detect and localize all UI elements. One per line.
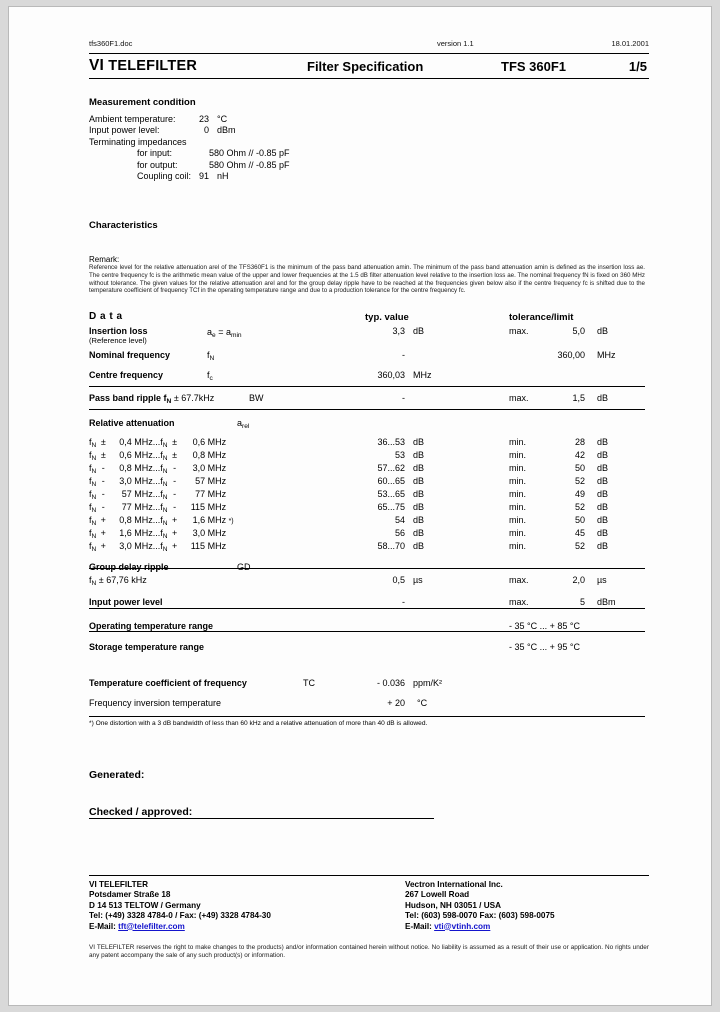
attenuation-typ-unit: dB: [413, 475, 425, 486]
row-typ-unit: dB: [413, 325, 425, 336]
footer-rule: [89, 875, 649, 876]
row-typ-unit: MHz: [413, 369, 432, 380]
attenuation-typ-unit: dB: [413, 501, 425, 512]
logo-name: TELEFILTER: [108, 58, 198, 74]
source-filename: tfs360F1.doc: [89, 39, 133, 48]
measurement-row: [89, 148, 649, 159]
row-tol-qualifier: max.: [509, 596, 529, 607]
measurement-row: [89, 160, 649, 171]
measurement-label: Input power level:: [89, 125, 160, 136]
row-typ-value: 360,03: [377, 369, 405, 380]
signature-line: [89, 818, 434, 819]
generated-label: Generated:: [89, 768, 145, 781]
attenuation-row: [89, 463, 649, 476]
measurement-unit: 580 Ohm // -0.85 pF: [209, 159, 290, 170]
measurement-unit: 580 Ohm // -0.85 pF: [209, 148, 290, 159]
row-tol-qualifier: max.: [509, 574, 529, 585]
attenuation-tol-qualifier: min.: [509, 462, 527, 473]
attenuation-tol-qualifier: min.: [509, 501, 527, 512]
measurement-row: [89, 137, 649, 148]
row-typ-value: -: [402, 392, 405, 403]
row-typ-value: + 20: [387, 697, 405, 708]
attenuation-typ: 56: [394, 527, 405, 538]
measurement-row: [89, 171, 649, 182]
attenuation-tol: 52: [574, 475, 585, 486]
attenuation-tol-unit: dB: [597, 514, 609, 525]
attenuation-row: [89, 476, 649, 489]
measurement-label: Terminating impedances: [89, 136, 187, 147]
footer-disclaimer: VI TELEFILTER reserves the right to make changes to the products) and/or information contained herein without notice. No liability is assumed as a result of their use or application. No rights under any patent accompany the sale of any such product(s) or information.: [89, 944, 649, 959]
measurement-label: for input:: [137, 148, 173, 159]
attenuation-tol: 49: [574, 488, 585, 499]
attenuation-tol-unit: dB: [597, 527, 609, 538]
attenuation-range: $f_N \pm 0,4$ $MHz...f_N \pm 0,6$ MHz: [89, 436, 227, 449]
attenuation-tol-unit: dB: [597, 540, 609, 551]
col-header-data: D a t a: [89, 310, 123, 322]
measurement-unit: nH: [217, 170, 229, 181]
row-nominal-frequency: [89, 348, 649, 368]
document-date: 18.01.2001: [611, 39, 649, 48]
row-tol-unit: MHz: [597, 349, 616, 360]
attenuation-range: $f_N - 77$ $MHz...f_N - 115$ MHz: [89, 501, 227, 514]
attenuation-tol: 45: [574, 527, 585, 538]
row-operating-temperature: [89, 618, 649, 639]
row-label: Operating temperature range: [89, 620, 214, 631]
attenuation-tol-qualifier: min.: [509, 540, 527, 551]
row-relative-attenuation-header: [89, 415, 649, 437]
row-label: Input power level: [89, 596, 163, 607]
attenuation-typ: 53: [394, 449, 405, 460]
measurement-label: Coupling coil:: [137, 170, 192, 181]
row-tol-value: 360,00: [557, 349, 585, 360]
footer-email-label: E-Mail:: [89, 921, 116, 931]
row-typ-value: - 0.036: [376, 677, 405, 688]
row-input-power-level: [89, 595, 649, 614]
row-tol-value: 5,0: [572, 325, 585, 336]
row-storage-temperature: [89, 639, 649, 661]
measurement-list: [89, 114, 649, 182]
row-label: Nominal frequency: [89, 349, 171, 360]
footer-street: 267 Lowell Road: [405, 890, 470, 900]
row-typ-unit: µs: [413, 574, 423, 585]
attenuation-row: [89, 515, 649, 528]
table-footnote: *) One distortion with a 3 dB bandwidth of less than 60 kHz and a relative attenuation of more than 40 dB is allowed.: [89, 719, 428, 727]
characteristics-heading: Characteristics: [89, 220, 158, 232]
row-label: Insertion loss: [89, 325, 148, 336]
attenuation-typ-unit: dB: [413, 462, 425, 473]
attenuation-tol: 50: [574, 514, 585, 525]
logo-vi-mark: VI: [89, 57, 105, 74]
footnote-divider: [89, 716, 645, 717]
attenuation-range: $f_N - 3,0$ $MHz...f_N - 57$ MHz: [89, 475, 227, 488]
row-label: Storage temperature range: [89, 641, 205, 652]
footer-city: D 14 513 TELTOW / Germany: [89, 900, 201, 910]
attenuation-row: [89, 450, 649, 463]
row-frequency-inversion-temperature: [89, 696, 649, 716]
row-tol-unit: dB: [597, 392, 609, 403]
attenuation-range: $f_N - 0,8$ $MHz...f_N - 3,0$ MHz: [89, 462, 227, 475]
row-tol-value: 2,0: [572, 574, 585, 585]
row-typ-value: 0,5: [392, 574, 405, 585]
row-tol-unit: dB: [597, 325, 609, 336]
measurement-row: [89, 114, 649, 125]
attenuation-tol-unit: dB: [597, 449, 609, 460]
measurement-value: 23: [198, 114, 209, 124]
attenuation-row: [89, 528, 649, 541]
attenuation-range: $f_N \pm 0,6$ $MHz...f_N \pm 0,8$ MHz: [89, 449, 227, 462]
row-label: Frequency inversion temperature: [89, 697, 222, 708]
footer-company: VI TELEFILTER: [89, 880, 148, 889]
attenuation-typ: 57...62: [377, 462, 405, 473]
document-version: version 1.1: [437, 39, 474, 48]
specification-table-lower: [89, 676, 649, 716]
row-typ-unit: ppm/K²: [413, 677, 443, 688]
attenuation-tol: 52: [574, 540, 585, 551]
attenuation-range: $f_N - 57$ $MHz...f_N - 77$ MHz: [89, 488, 227, 501]
measurement-value: 0: [203, 125, 209, 136]
header-rule-top: [89, 53, 649, 54]
attenuation-tol-qualifier: min.: [509, 488, 527, 499]
row-symbol: $a_e = a_{min}$: [207, 326, 242, 339]
row-tol-value: 5: [579, 596, 585, 607]
footer-city: Hudson, NH 03051 / USA: [405, 900, 501, 910]
row-label: Centre frequency: [89, 369, 164, 380]
footer-address-left: [89, 880, 389, 932]
attenuation-typ-unit: dB: [413, 514, 425, 525]
attenuation-tol-qualifier: min.: [509, 449, 527, 460]
attenuation-tol-qualifier: min.: [509, 514, 527, 525]
document-page: [8, 6, 712, 1006]
table-divider: [89, 409, 645, 410]
row-label: Group delay ripple: [89, 561, 169, 572]
row-temperature-coefficient: [89, 676, 649, 696]
row-symbol: BW: [249, 392, 264, 403]
row-group-delay-header: [89, 562, 649, 575]
row-pass-band-ripple: [89, 391, 649, 411]
attenuation-range: $f_N + 1,6$ $MHz...f_N + 3,0$ MHz: [89, 527, 227, 540]
row-symbol: GD: [237, 561, 251, 572]
attenuation-typ-unit: dB: [413, 540, 425, 551]
measurement-row: [89, 125, 649, 136]
attenuation-range: $f_N + 3,0$ $MHz...f_N + 115$ MHz: [89, 540, 227, 553]
attenuation-typ-unit: dB: [413, 449, 425, 460]
checked-label: Checked / approved:: [89, 805, 193, 818]
company-logo: [89, 57, 197, 75]
footer-email-label: E-Mail:: [405, 921, 432, 931]
row-sublabel: $f_N \pm 67,76$ kHz: [89, 574, 147, 587]
page-number: 1/5: [628, 59, 647, 74]
row-typ-value: -: [402, 349, 405, 360]
row-label: Temperature coefficient of frequency: [89, 677, 247, 688]
measurement-label: Ambient temperature:: [89, 114, 176, 124]
attenuation-tol-unit: dB: [597, 475, 609, 486]
row-value: - 35 °C ... + 85 °C: [509, 620, 580, 631]
footer-street: Potsdamer Straße 18: [89, 890, 171, 900]
attenuation-typ-unit: dB: [413, 527, 425, 538]
footer-company: Vectron International Inc.: [405, 880, 503, 889]
footer-email-link[interactable]: tft@telefilter.com: [118, 921, 185, 931]
row-value: - 35 °C ... + 95 °C: [509, 641, 580, 652]
footer-phone: Tel: (+49) 3328 4784-0 / Fax: (+49) 3328 4784-30: [89, 911, 271, 921]
specification-table: [89, 311, 649, 676]
measurement-label: for output:: [137, 159, 178, 170]
attenuation-typ: 54: [394, 514, 405, 525]
table-header-row: [89, 311, 649, 326]
attenuation-tol-qualifier: min.: [509, 527, 527, 538]
attenuation-tol-unit: dB: [597, 501, 609, 512]
row-tol-value: 1,5: [572, 392, 585, 403]
row-label: Relative attenuation: [89, 417, 175, 428]
row-typ-value: 3,3: [392, 325, 405, 336]
row-symbol: $f_N$: [207, 349, 215, 362]
footer-email-link[interactable]: vti@vtinh.com: [434, 921, 491, 931]
remark-heading: Remark:: [89, 255, 120, 265]
attenuation-tol: 52: [574, 501, 585, 512]
page-title: Filter Specification: [307, 59, 424, 74]
row-tol-unit: µs: [597, 574, 607, 585]
footer-address-right: [405, 880, 655, 932]
measurement-value: 91: [198, 170, 209, 181]
col-header-tolerance: tolerance/limit: [509, 311, 574, 323]
title-bar: [89, 56, 649, 78]
remark-text: Reference level for the relative attenuation arel of the TFS360F1 is the minimum of the pass band attenuation amin. The minimum of the pass band attenuation amin is defined as the insertion loss ae. The centre frequency fc is the arithmetic mean value of the upper and lower frequencies at the 1.5 dB filter attenuation level relative to the insertion loss ae. The nominal frequency fN is fixed on 360 MHz without tolerance. The given values for the relative attenuation arel and for the group delay ripple have to be reached at the frequencies given below also if the centre frequency fc is shifted due to the temperature coefficient of frequency TCf in the operating temperature range and due to a production tolerance for the centre frequency fc.: [89, 264, 645, 295]
row-insertion-loss: [89, 326, 649, 348]
row-typ-value: -: [402, 596, 405, 607]
attenuation-typ: 60...65: [377, 475, 405, 486]
attenuation-tol: 42: [574, 449, 585, 460]
attenuation-tol-unit: dB: [597, 488, 609, 499]
row-symbol: $a_{rel}$: [237, 417, 250, 430]
attenuation-typ: 36...53: [377, 436, 405, 447]
attenuation-typ-unit: dB: [413, 436, 425, 447]
attenuation-row: [89, 541, 649, 554]
attenuation-typ: 65...75: [377, 501, 405, 512]
attenuation-row: [89, 437, 649, 450]
col-header-typ: typ. value: [365, 311, 409, 323]
relative-attenuation-rows: [89, 437, 649, 554]
attenuation-tol: 28: [574, 436, 585, 447]
row-label: Pass band ripple $f_N \pm 67.7kHz$: [89, 392, 215, 405]
document-header: [89, 37, 649, 53]
row-tol-qualifier: max.: [509, 325, 529, 336]
page-footer: [89, 875, 649, 960]
attenuation-row: [89, 502, 649, 515]
row-tol-qualifier: max.: [509, 392, 529, 403]
row-typ-unit: °C: [417, 697, 428, 708]
row-group-delay: [89, 575, 649, 591]
attenuation-tol-unit: dB: [597, 462, 609, 473]
row-symbol: TC: [303, 677, 315, 688]
attenuation-typ-unit: dB: [413, 488, 425, 499]
measurement-unit: °C: [217, 114, 228, 124]
attenuation-typ: 58...70: [377, 540, 405, 551]
row-symbol: $f_c$: [207, 369, 213, 382]
table-divider: [89, 386, 645, 387]
attenuation-row: [89, 489, 649, 502]
measurement-heading: Measurement condition: [89, 97, 196, 108]
attenuation-range: $f_N + 0,8$ $MHz...f_N + 1,6$ MHz *): [89, 514, 234, 527]
attenuation-tol-qualifier: min.: [509, 436, 527, 447]
row-tol-unit: dBm: [597, 596, 616, 607]
attenuation-tol-unit: dB: [597, 436, 609, 447]
row-sublabel: (Reference level): [89, 335, 147, 345]
attenuation-typ: 53...65: [377, 488, 405, 499]
part-number: TFS 360F1: [501, 59, 567, 74]
row-centre-frequency: [89, 368, 649, 388]
attenuation-tol: 50: [574, 462, 585, 473]
attenuation-tol-qualifier: min.: [509, 475, 527, 486]
row-label-text: Pass band ripple: [89, 392, 162, 403]
footer-phone: Tel: (603) 598-0070 Fax: (603) 598-0075: [405, 911, 555, 921]
measurement-unit: dBm: [217, 125, 236, 136]
